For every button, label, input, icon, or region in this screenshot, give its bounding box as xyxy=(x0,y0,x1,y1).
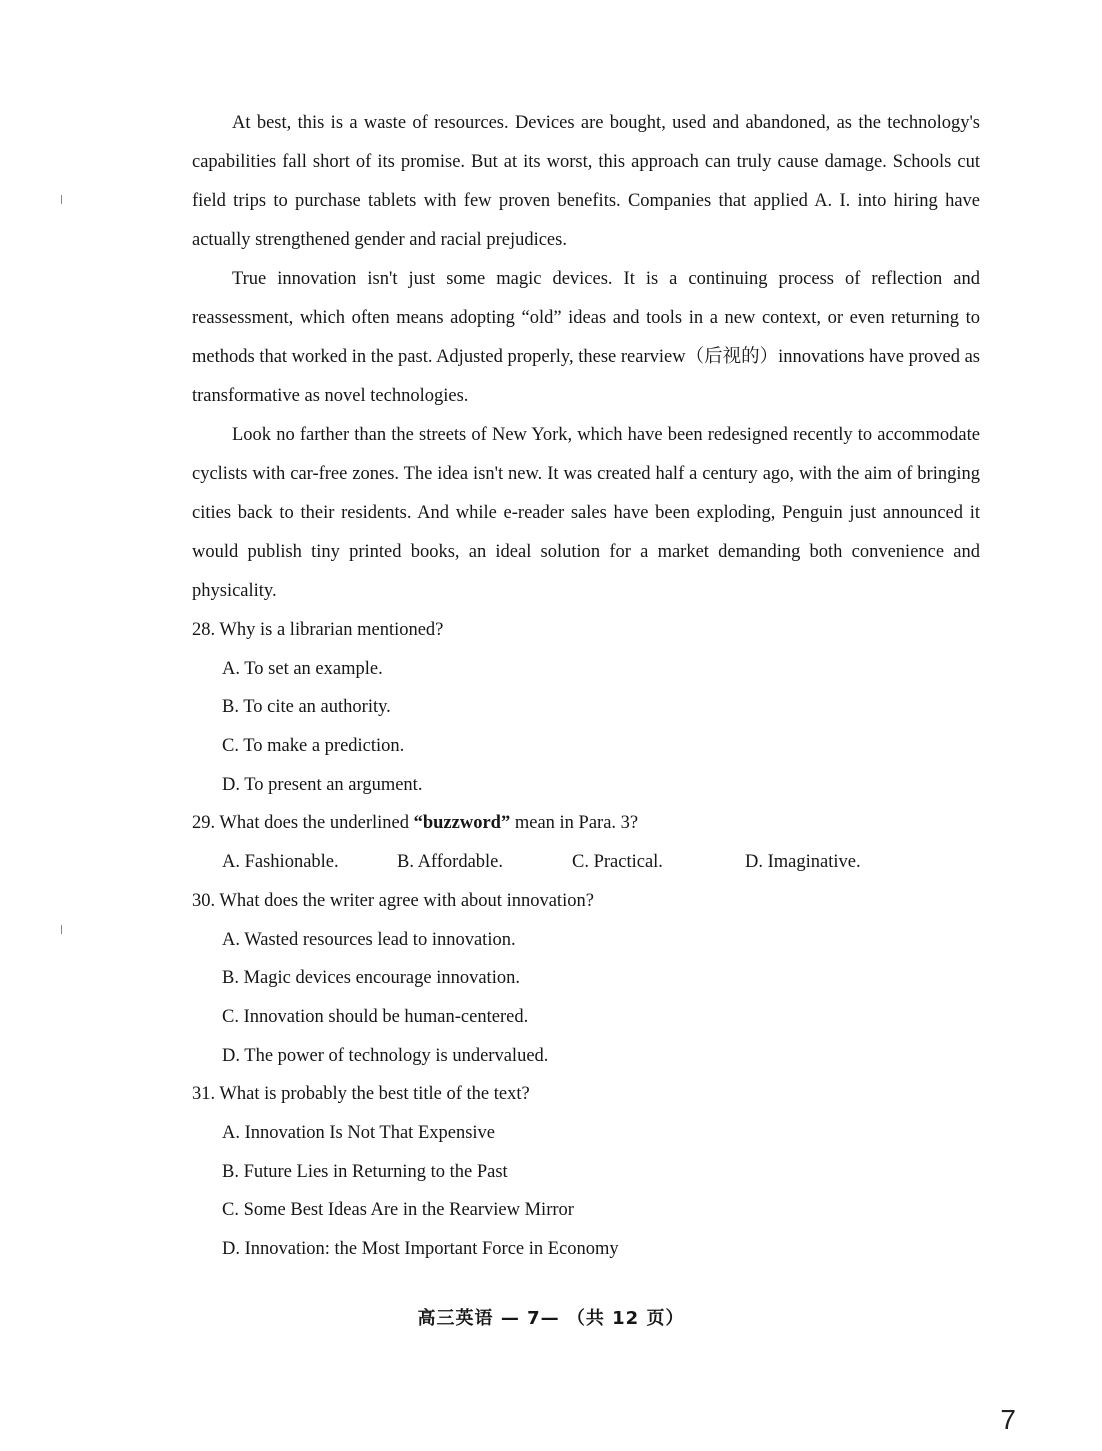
option-b: B. Future Lies in Returning to the Past xyxy=(222,1161,508,1182)
option-d: D. Innovation: the Most Important Force in Economy xyxy=(222,1239,619,1259)
option-list xyxy=(192,843,980,882)
option-b: B. Affordable. xyxy=(397,852,504,873)
passage-paragraph: True innovation isn't just some magic devices. It is a continuing process of reflection and reassessment, which often means adopting “old” ideas and tools in a new context, or even returning to methods that worked in the past. Adjusted properly, these rearview（后视的）innovations have proved as transformative as novel technologies. xyxy=(192,269,980,406)
option-a: A. Wasted resources lead to innovation. xyxy=(222,929,516,950)
passage-paragraph: At best, this is a waste of resources. Devices are bought, used and abandoned, as the technology's capabilities fall short of its promise. But at its worst, this approach can truly cause damage. Schools cut field trips to purchase tablets with few proven benefits. Companies that applied A. I. into hiring have actually strengthened gender and racial prejudices. xyxy=(192,113,980,250)
option-list xyxy=(192,921,980,1076)
question-31 xyxy=(192,1075,980,1268)
question-stem: 28. Why is a librarian mentioned? xyxy=(192,620,444,640)
option-c: C. To make a prediction. xyxy=(222,736,405,757)
option-c: C. Innovation should be human-centered. xyxy=(222,1006,529,1027)
option-a: A. To set an example. xyxy=(222,658,383,679)
option-d: D. Imaginative. xyxy=(745,852,861,873)
question-stem xyxy=(192,804,980,843)
option-list xyxy=(192,1114,980,1269)
option-d: D. To present an argument. xyxy=(222,774,423,795)
option-c: C. Some Best Ideas Are in the Rearview Mirror xyxy=(222,1200,574,1221)
page-number: 7 xyxy=(1000,1404,1016,1435)
underlined-word: “buzzword” xyxy=(413,813,511,834)
page-footer: 高三英语 — 7— （共 12 页） xyxy=(417,1308,685,1329)
option-b: B. Magic devices encourage innovation. xyxy=(222,968,520,989)
option-b: B. To cite an authority. xyxy=(222,697,391,718)
question-stem: 30. What does the writer agree with about innovation? xyxy=(192,890,594,911)
question-list xyxy=(192,611,980,1269)
reading-passage xyxy=(192,104,980,611)
stem-text: 29. What does the underlined xyxy=(192,813,414,834)
option-list xyxy=(192,650,980,805)
question-29 xyxy=(192,804,980,881)
question-stem: 31. What is probably the best title of the text? xyxy=(192,1084,530,1105)
margin-tick xyxy=(61,925,62,934)
passage-paragraph: Look no farther than the streets of New York, which have been redesigned recently to accommodate cyclists with car-free zones. The idea isn't new. It was created half a century ago, with the aim of bringing cities back to their residents. And while e-reader sales have been exploding, Penguin just announced it would publish tiny printed books, an ideal solution for a market demanding both convenience and physicality. xyxy=(192,425,980,601)
option-a: A. Fashionable. xyxy=(222,852,339,873)
question-30 xyxy=(192,882,980,1075)
stem-text: mean in Para. 3? xyxy=(510,813,639,834)
question-28 xyxy=(192,611,980,804)
margin-tick xyxy=(61,195,62,204)
option-a: A. Innovation Is Not That Expensive xyxy=(222,1122,496,1143)
option-c: C. Practical. xyxy=(572,852,663,873)
option-d: D. The power of technology is undervalued. xyxy=(222,1045,549,1066)
